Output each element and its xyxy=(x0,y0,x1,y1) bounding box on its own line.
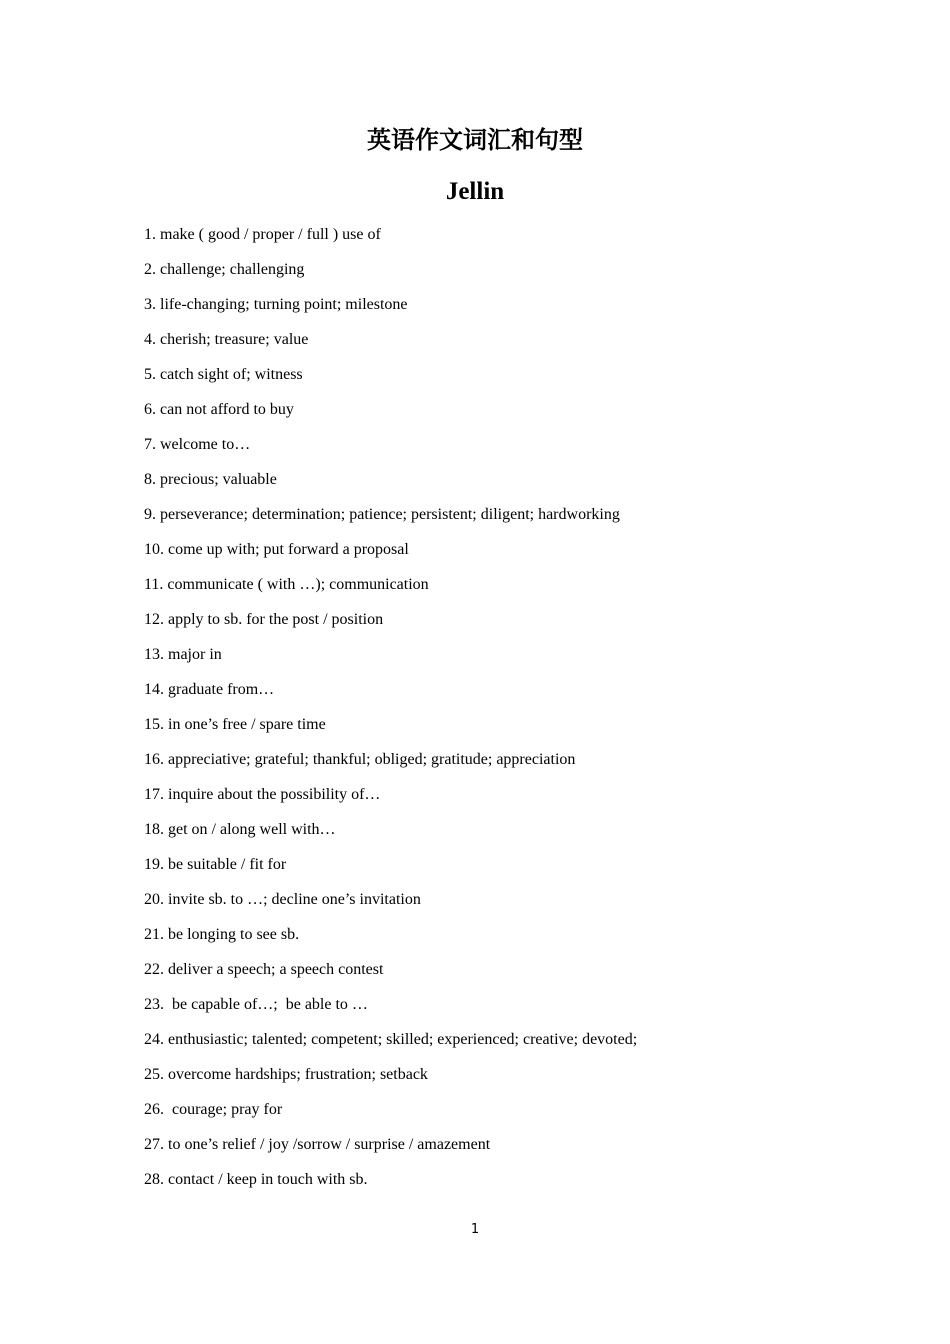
list-item: 7. welcome to… xyxy=(144,436,251,453)
list-item: 19. be suitable / fit for xyxy=(144,856,287,873)
list-item: 18. get on / along well with… xyxy=(144,821,336,838)
page-title: 英语作文词汇和句型 xyxy=(367,126,583,154)
list-item: 1. make ( good / proper / full ) use of xyxy=(144,226,381,243)
list-item: 20. invite sb. to …; decline one’s invitation xyxy=(144,891,421,908)
author-name: Jellin xyxy=(445,178,505,205)
list-item: 5. catch sight of; witness xyxy=(144,366,303,383)
list-item: 21. be longing to see sb. xyxy=(144,926,300,943)
list-item: 27. to one’s relief / joy /sorrow / surprise / amazement xyxy=(144,1136,491,1153)
list-item: 14. graduate from… xyxy=(144,681,275,698)
list-item: 13. major in xyxy=(144,646,222,663)
list-item: 9. perseverance; determination; patience; persistent; diligent; hardworking xyxy=(144,506,620,523)
list-item: 4. cherish; treasure; value xyxy=(144,331,309,348)
list-item: 10. come up with; put forward a proposal xyxy=(144,541,409,558)
list-item: 22. deliver a speech; a speech contest xyxy=(144,961,384,978)
list-item: 8. precious; valuable xyxy=(144,471,277,488)
list-item: 23. be capable of…; be able to … xyxy=(144,996,368,1013)
list-item: 24. enthusiastic; talented; competent; skilled; experienced; creative; devoted; xyxy=(144,1031,638,1048)
list-item: 28. contact / keep in touch with sb. xyxy=(144,1171,368,1188)
list-item: 6. can not afford to buy xyxy=(144,401,294,418)
vocabulary-list xyxy=(144,224,844,1204)
list-item: 3. life-changing; turning point; milestone xyxy=(144,296,408,313)
list-item: 2. challenge; challenging xyxy=(144,261,305,278)
list-item: 15. in one’s free / spare time xyxy=(144,716,326,733)
list-item: 16. appreciative; grateful; thankful; obliged; gratitude; appreciation xyxy=(144,751,576,768)
list-item: 25. overcome hardships; frustration; setback xyxy=(144,1066,428,1083)
list-item: 17. inquire about the possibility of… xyxy=(144,786,381,803)
list-item: 26. courage; pray for xyxy=(144,1101,283,1118)
list-item: 12. apply to sb. for the post / position xyxy=(144,611,384,628)
page-number: 1 xyxy=(470,1222,480,1237)
list-item: 11. communicate ( with …); communication xyxy=(144,576,429,593)
